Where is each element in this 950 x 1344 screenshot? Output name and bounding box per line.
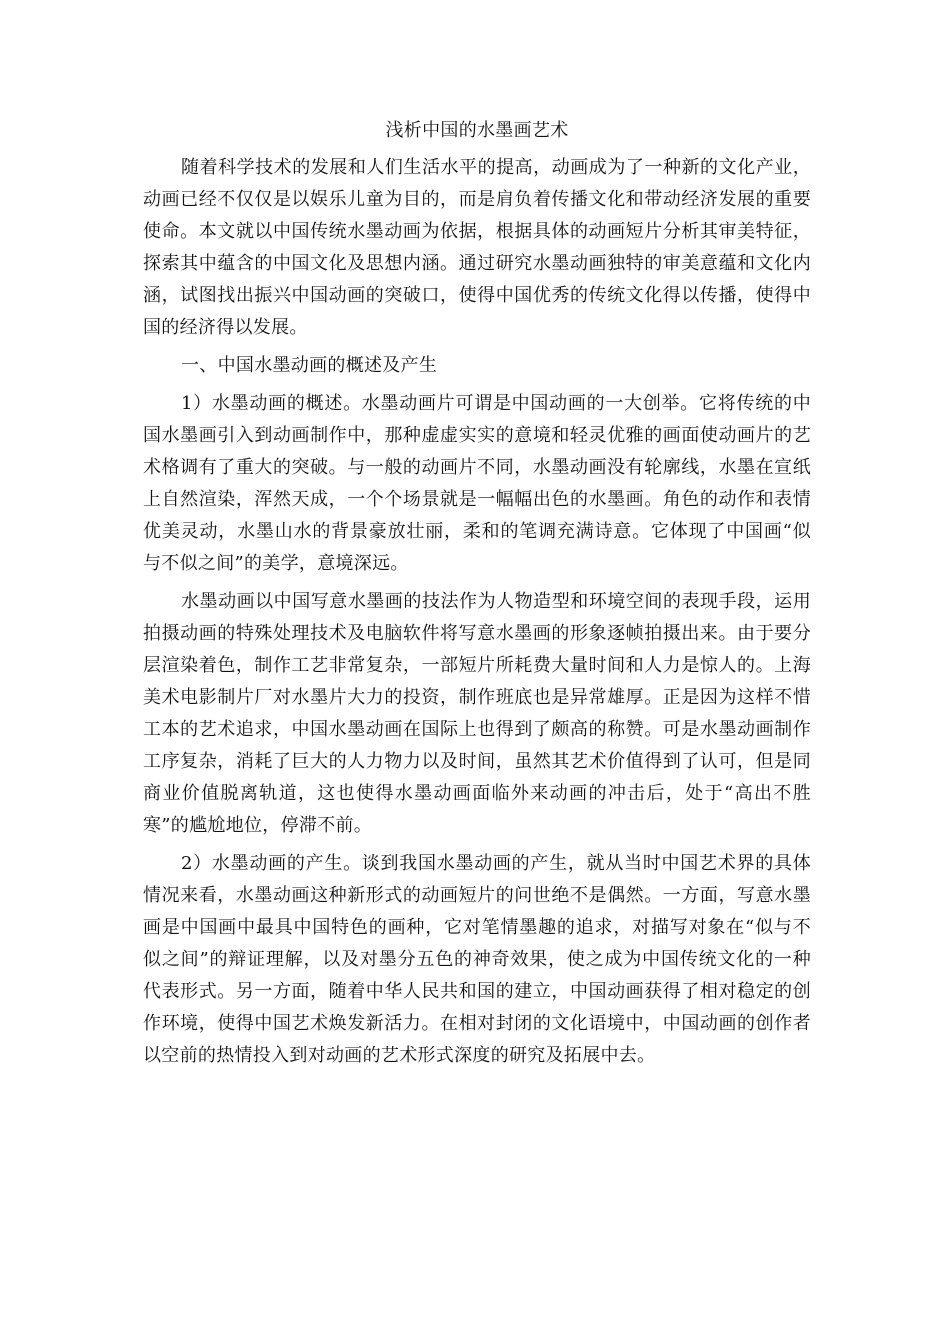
- overview-paragraph: 1）水墨动画的概述。水墨动画片可谓是中国动画的一大创举。它将传统的中国水墨画引入到动画制作中，那种虚虚实实的意境和轻灵优雅的画面使动画片的艺术格调有了重大的突破。与一般的动画片不同，水墨动画没有轮廓线，水墨在宣纸上自然渲染，浑然天成，一个个场景就是一幅幅出色的水墨画。角色的动作和表情优美灵动，水墨山水的背景豪放壮丽，柔和的笔调充满诗意。它体现了中国画“似与不似之间”的美学，意境深远。: [143, 393, 811, 574]
- technique-paragraph: 水墨动画以中国写意水墨画的技法作为人物造型和环境空间的表现手段，运用拍摄动画的特殊处理技术及电脑软件将写意水墨画的形象逐帧拍摄出来。由于要分层渲染着色，制作工艺非常复杂，一部短片所耗费大量时间和人力是惊人的。上海美术电影制片厂对水墨片大力的投资，制作班底也是异常雄厚。正是因为这样不惜工本的艺术追求，中国水墨动画在国际上也得到了颇高的称赞。可是水墨动画制作工序复杂，消耗了巨大的人力物力以及时间，虽然其艺术价值得到了认可，但是同商业价值脱离轨道，这也使得水墨动画面临外来动画的冲击后，处于“高出不胜寒”的尴尬地位，停滞不前。: [143, 591, 811, 836]
- intro-paragraph: 随着科学技术的发展和人们生活水平的提高，动画成为了一种新的文化产业，动画已经不仅仅是以娱乐儿童为目的，而是肩负着传播文化和带动经济发展的重要使命。本文就以中国传统水墨动画为依据，根据具体的动画短片分析其审美特征，探索其中蕴含的中国文化及思想内涵。通过研究水墨动画独特的审美意蕴和文化内涵，试图找出振兴中国动画的突破口，使得中国优秀的传统文化得以传播，使得中国的经济得以发展。: [143, 157, 811, 338]
- document-title: 浅析中国的水墨画艺术: [385, 120, 569, 141]
- origin-paragraph: 2）水墨动画的产生。谈到我国水墨动画的产生，就从当时中国艺术界的具体情况来看，水墨动画这种新形式的动画短片的问世绝不是偶然。一方面，写意水墨画是中国画中最具中国特色的画种，它对笔情墨趣的追求，对描写对象在“似与不似之间”的辩证理解，以及对墨分五色的神奇效果，使之成为中国传统文化的一种代表形式。另一方面，随着中华人民共和国的建立，中国动画获得了相对稳定的创作环境，使得中国艺术焕发新活力。在相对封闭的文化语境中，中国动画的创作者以空前的热情投入到对动画的艺术形式深度的研究及拓展中去。: [143, 853, 811, 1066]
- section-heading: 一、中国水墨动画的概述及产生: [181, 355, 438, 376]
- document-body: [143, 116, 811, 1072]
